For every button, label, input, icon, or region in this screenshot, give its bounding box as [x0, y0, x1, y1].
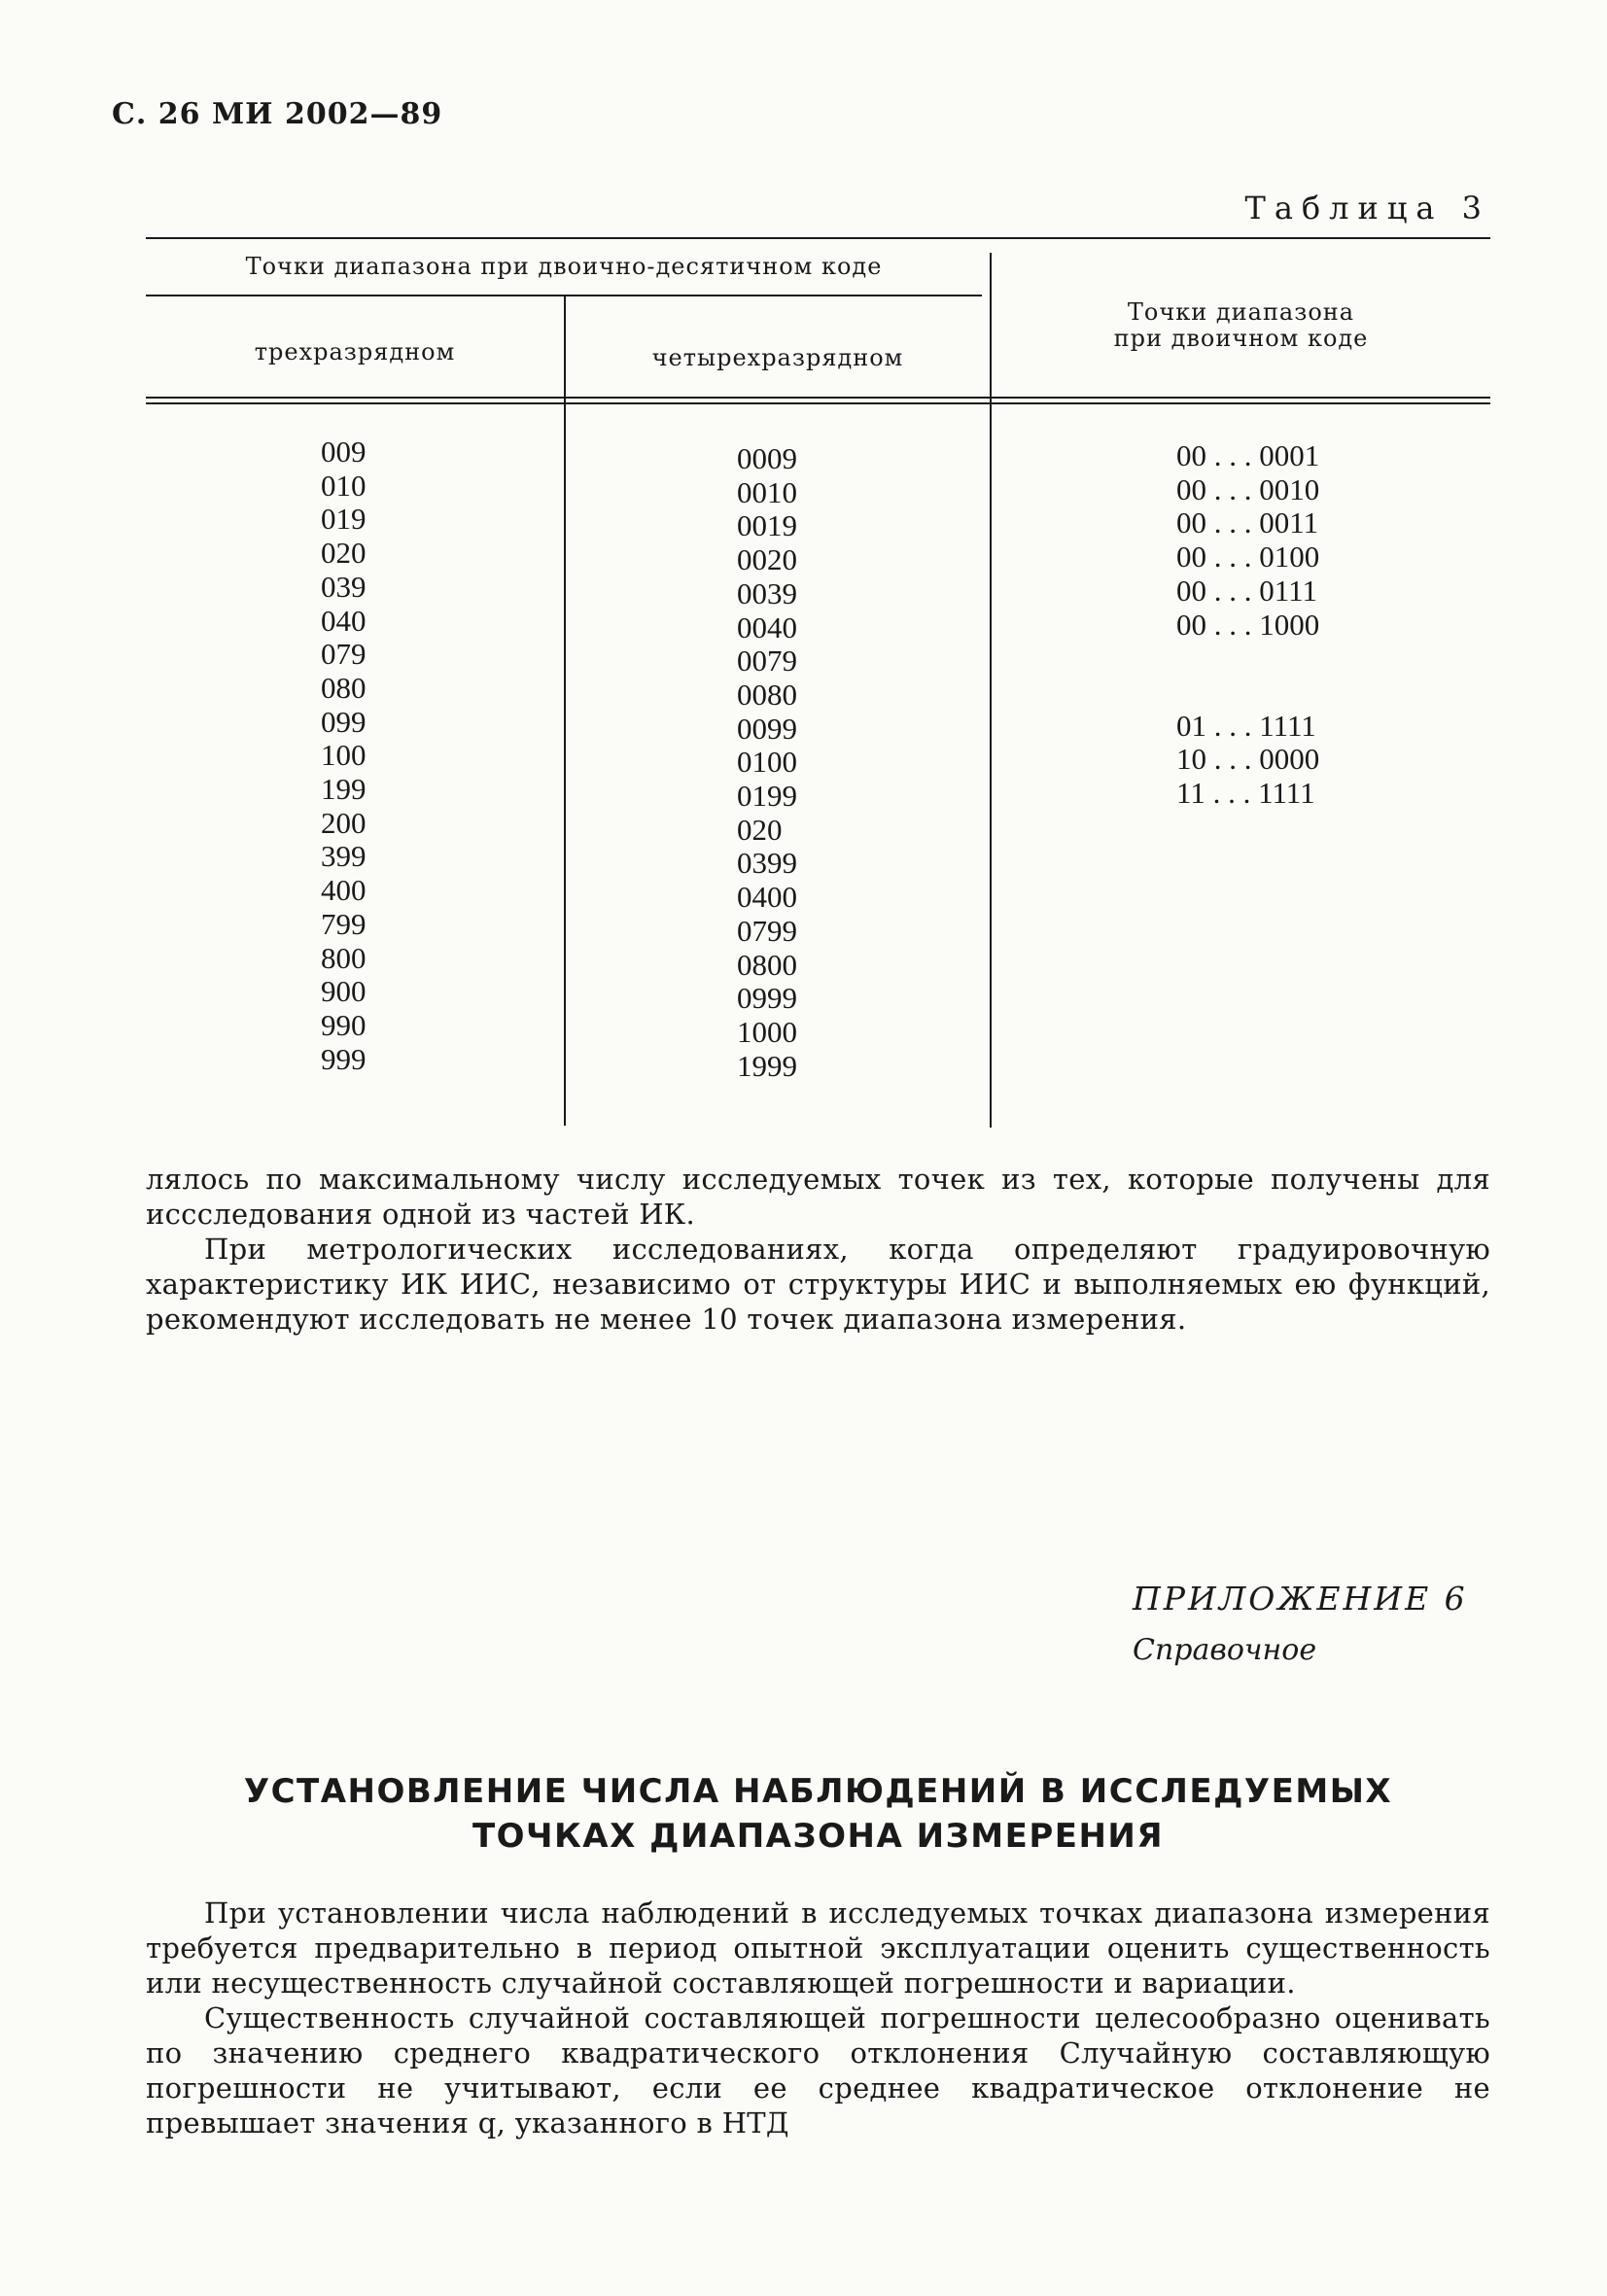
column-four-digit	[737, 442, 797, 1083]
table-cell: 0399	[737, 846, 797, 881]
table-cell: 009	[321, 435, 367, 469]
running-head: С. 26 МИ 2002—89	[112, 97, 443, 131]
table-cell	[1176, 642, 1319, 676]
col-divider-2	[990, 253, 992, 1128]
appendix-type: Справочное	[1133, 1633, 1317, 1667]
table-cell: 020	[737, 812, 783, 847]
table-cell: 0010	[737, 474, 797, 509]
table-cell: 199	[321, 772, 367, 807]
table-cell: 0009	[737, 441, 797, 475]
table-cell: 080	[321, 670, 367, 705]
table-cell: 11 . . . 1111	[1176, 776, 1315, 811]
table-cell: 00 . . . 0001	[1176, 438, 1320, 472]
table-cell: 900	[321, 974, 367, 1009]
table-cell: 200	[321, 805, 367, 840]
header-col3-line1: Точки диапазона	[1127, 298, 1355, 326]
table-cell: 039	[321, 569, 367, 604]
paragraph: лялось по максимальному числу исследуемых точек из тех, которые получены для иссследования одной из частей ИК.	[146, 1163, 1490, 1231]
table-cell: 0020	[737, 542, 797, 577]
table-cell: 0799	[737, 913, 797, 948]
table-cell: 00 . . . 1000	[1176, 607, 1320, 642]
paragraph: При установлении числа наблюдений в исследуемых точках диапазона измерения требуется предварительно в период опытной эксплуатации оценить существенность или несущественность случайной составляющей погрешности и вариации.	[146, 1896, 1490, 2000]
header-col2: четырехразрядном	[651, 344, 904, 371]
paragraph: При метрологических исследованиях, когда определяют градуировочную характеристику ИК ИИС, независимо от структуры ИИС и выполняемых ею функций, рекомендуют исследовать не менее 10 точек диапазона измерения.	[146, 1233, 1490, 1336]
table-cell: 010	[321, 468, 367, 503]
header-col3-line2: при двоичном коде	[1113, 325, 1369, 352]
table-3	[146, 233, 1490, 1128]
table-cell: 00 . . . 0010	[1176, 471, 1320, 506]
table-cell: 0400	[737, 880, 797, 915]
table-cell: 0019	[737, 508, 797, 543]
text-block-1	[146, 1162, 1490, 1337]
table-cell: 399	[321, 839, 367, 874]
table-cell: 0100	[737, 745, 797, 780]
table-cell: 999	[321, 1041, 367, 1076]
header-bottom-rule	[146, 397, 1490, 399]
table-cell: 990	[321, 1007, 367, 1042]
table-cell: 0079	[737, 644, 797, 678]
section-title	[146, 1769, 1490, 1859]
table-cell	[1176, 676, 1319, 710]
table-cell: 019	[321, 502, 367, 537]
table-cell: 10 . . . 0000	[1176, 742, 1320, 777]
header-bottom-rule-2	[146, 402, 1490, 404]
table-cell: 00 . . . 0111	[1176, 573, 1317, 608]
table-cell: 0999	[737, 981, 797, 1016]
table-cell: 0800	[737, 947, 797, 982]
table-caption: Таблица 3	[1244, 190, 1490, 226]
table-cell: 1999	[737, 1048, 797, 1083]
header-col1: трехразрядном	[254, 338, 456, 365]
table-cell: 00 . . . 0011	[1176, 505, 1319, 540]
table-cell: 01 . . . 1111	[1176, 708, 1316, 743]
table-cell: 0039	[737, 575, 797, 610]
table-cell: 00 . . . 0100	[1176, 539, 1320, 574]
text-block-2	[146, 1896, 1490, 2140]
table-cell: 0040	[737, 609, 797, 644]
table-cell: 020	[321, 536, 367, 571]
table-cell: 040	[321, 603, 367, 638]
col-divider-1	[564, 295, 566, 1126]
header-col3	[992, 299, 1490, 352]
table-cell: 800	[321, 940, 367, 975]
column-binary	[1176, 439, 1319, 811]
table-cell: 100	[321, 738, 367, 773]
table-cell: 0099	[737, 711, 797, 746]
section-title-line2: ТОЧКАХ ДИАПАЗОНА ИЗМЕРЕНИЯ	[472, 1817, 1165, 1856]
table-cell: 0199	[737, 779, 797, 814]
table-cell: 1000	[737, 1014, 797, 1049]
table-top-rule	[146, 237, 1490, 239]
appendix-label: ПРИЛОЖЕНИЕ 6	[1133, 1580, 1468, 1618]
header-group: Точки диапазона при двоично-десятичном коде	[245, 253, 883, 280]
table-cell: 0080	[737, 677, 797, 712]
table-cell: 079	[321, 637, 367, 672]
section-title-line1: УСТАНОВЛЕНИЕ ЧИСЛА НАБЛЮДЕНИЙ В ИССЛЕДУЕМЫХ	[243, 1772, 1393, 1811]
column-three-digit	[321, 435, 367, 1076]
table-cell: 799	[321, 906, 367, 941]
table-cell: 400	[321, 873, 367, 908]
paragraph: Существенность случайной составляющей погрешности целесообразно оценивать по значению среднего квадратического отклонения Случайную составляющую погрешности не учитывают, если ее среднее квадратическое отклонение не превышает значения q, указанного в НТД	[146, 2001, 1490, 2139]
table-cell: 099	[321, 704, 367, 739]
